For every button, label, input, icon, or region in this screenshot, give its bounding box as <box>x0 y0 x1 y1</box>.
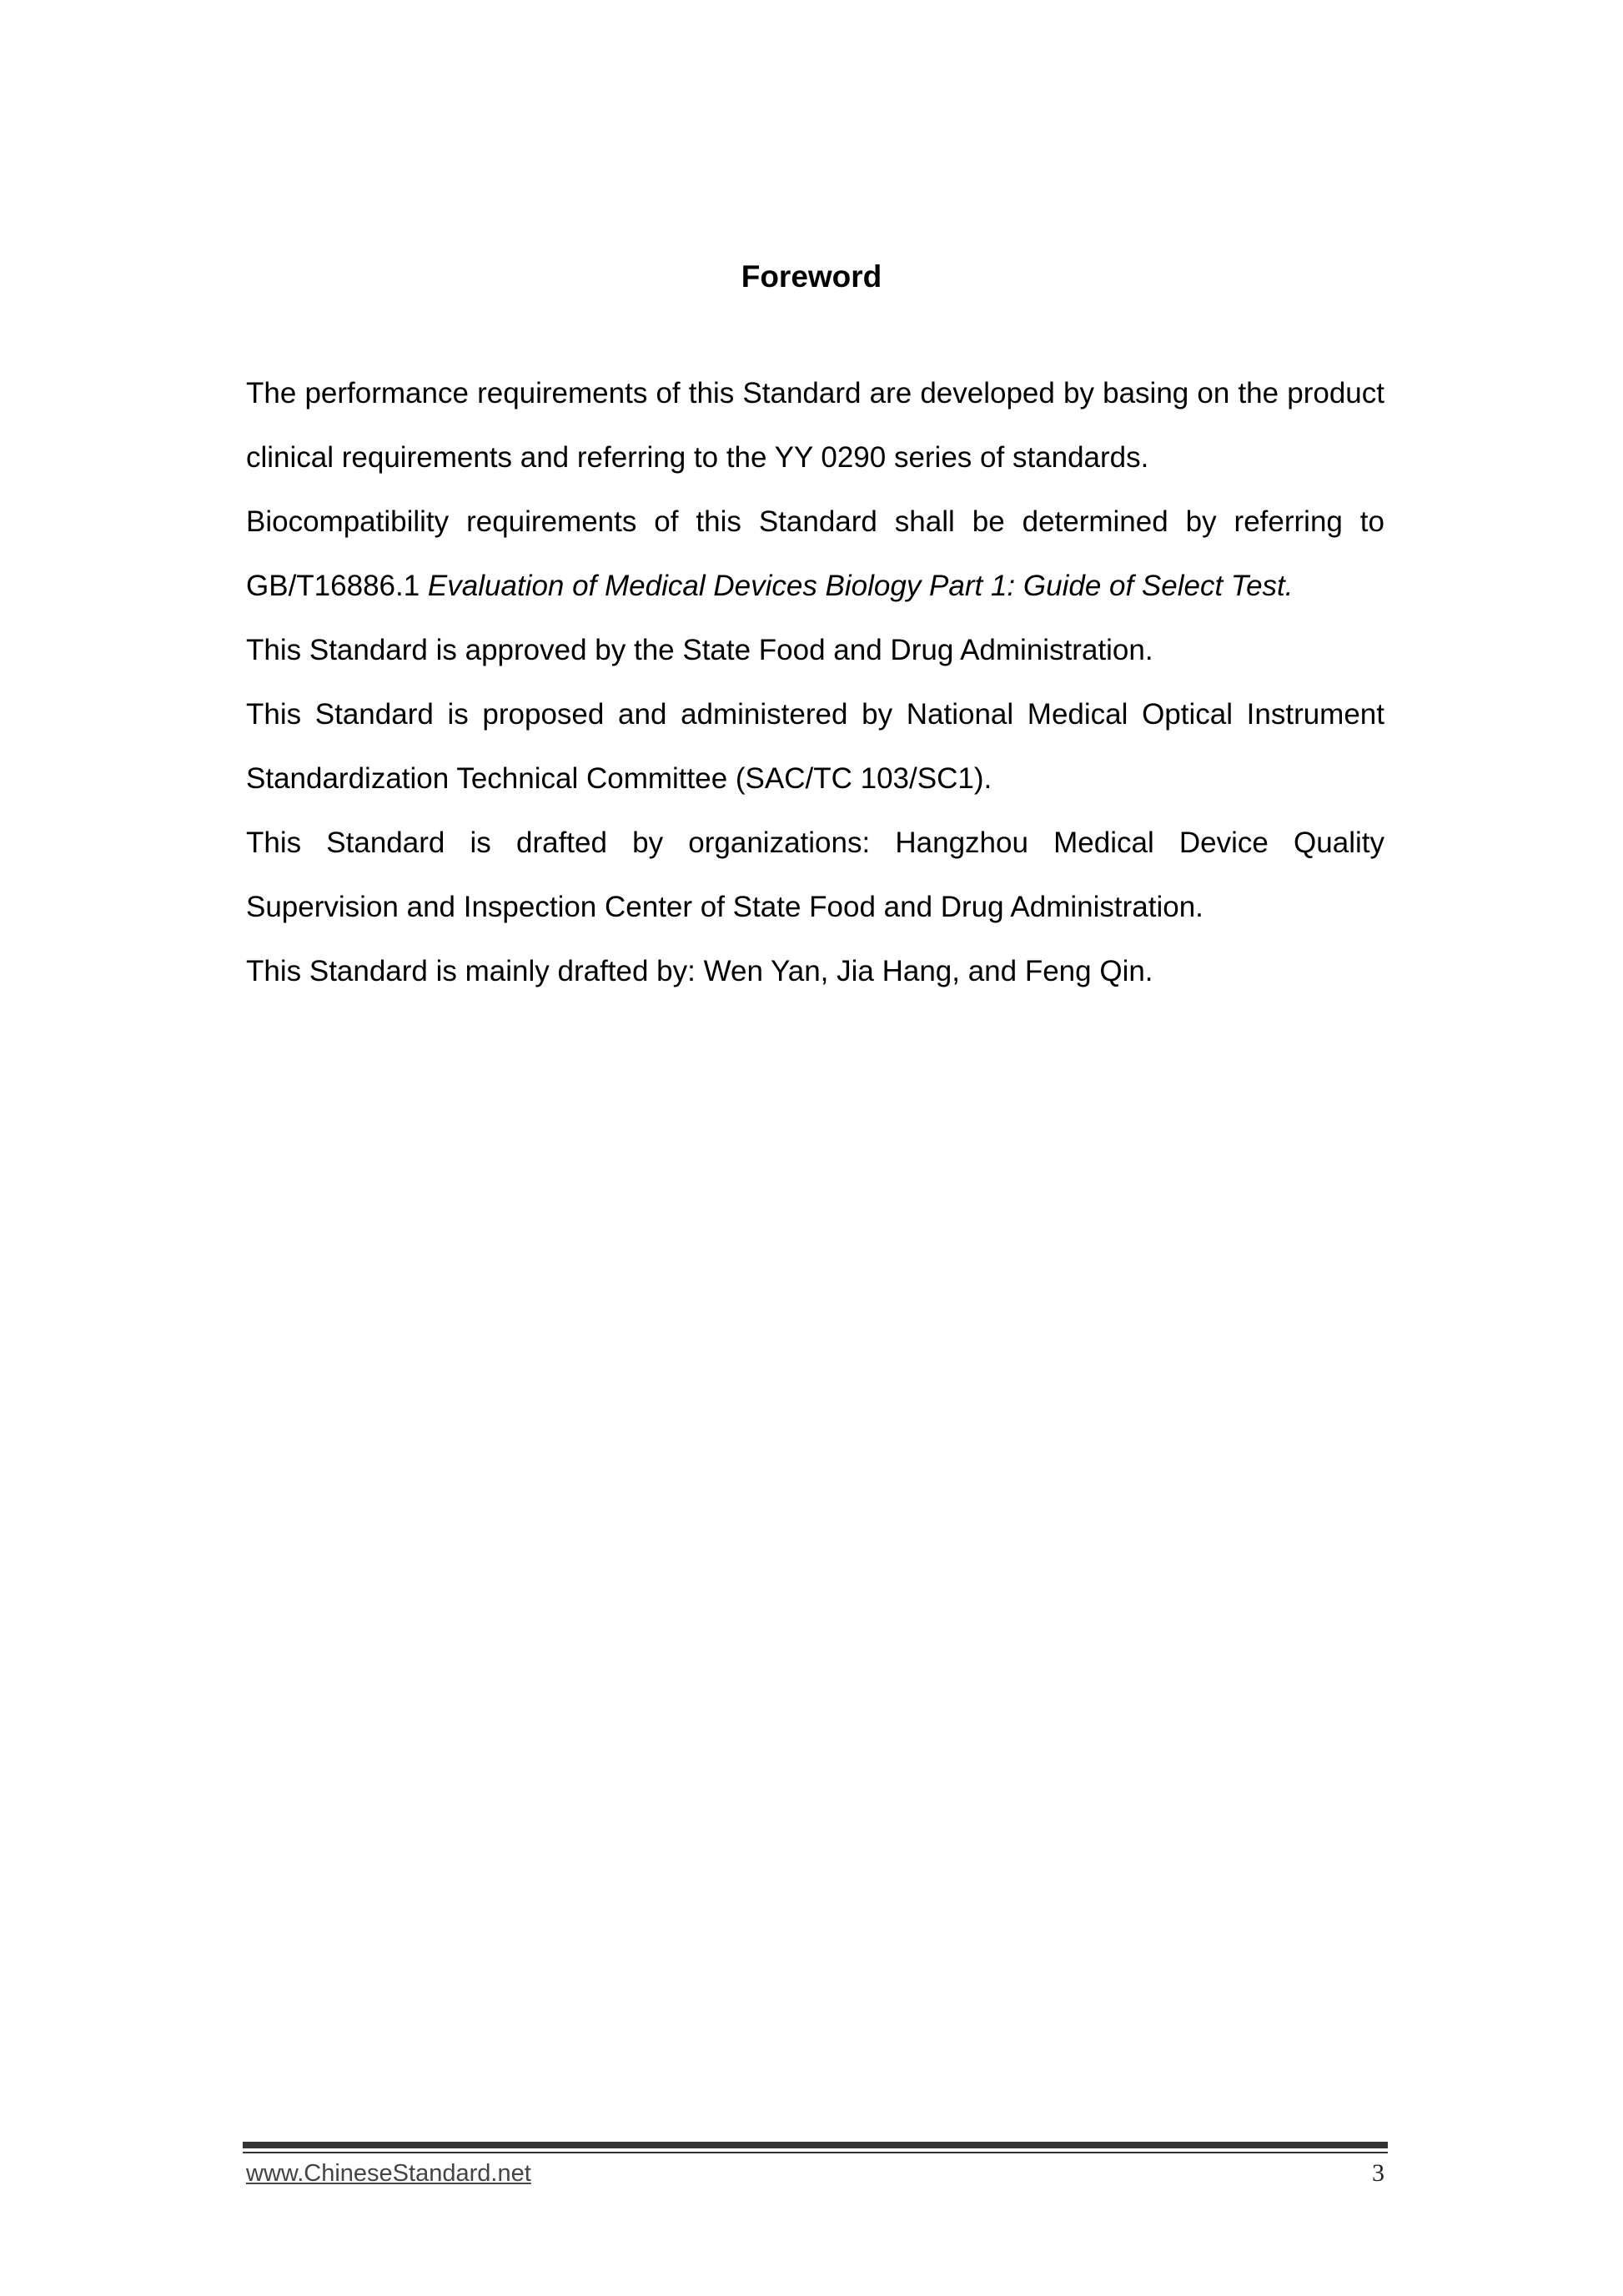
footer-website-link[interactable]: www.ChineseStandard.net <box>246 2160 531 2187</box>
paragraph-biocompatibility <box>246 490 1384 618</box>
page-title: Foreword <box>741 259 882 294</box>
referenced-standard-title: Evaluation of Medical Devices Biology Part 1: Guide of Select Test. <box>427 570 1294 602</box>
paragraph-drafters: This Standard is mainly drafted by: Wen Yan, Jia Hang, and Feng Qin. <box>246 955 1153 987</box>
paragraph-drafting-organizations: This Standard is drafted by organizations: Hangzhou Medical Device Quality Supervision and Inspection Center of State Food and Drug Administration. <box>246 826 1384 923</box>
footer-divider-thick <box>243 2142 1388 2148</box>
paragraph-administration: This Standard is proposed and administered by National Medical Optical Instrument Standardization Technical Committee (SAC/TC 103/SC1). <box>246 698 1384 795</box>
paragraph-performance-requirements: The performance requirements of this Standard are developed by basing on the product clinical requirements and referring to the YY 0290 series of standards. <box>246 377 1384 474</box>
foreword-body <box>246 361 1384 1003</box>
paragraph-biocompatibility-text: Biocompatibility requirements of this Standard shall be determined by referring to GB/T16886.1 <box>246 505 1384 602</box>
paragraph-approval: This Standard is approved by the State Food and Drug Administration. <box>246 634 1153 666</box>
footer-divider-thin <box>243 2152 1388 2153</box>
page-number: 3 <box>1372 2159 1384 2187</box>
